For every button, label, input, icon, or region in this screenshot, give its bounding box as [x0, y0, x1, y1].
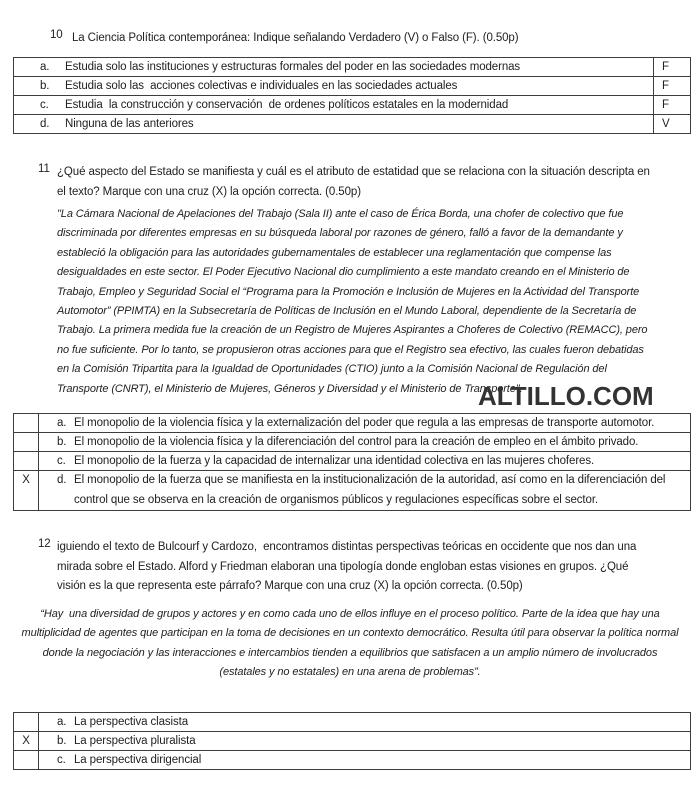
option-text: Estudia solo las instituciones y estructuras formales del poder en las sociedades modernas: [65, 61, 521, 73]
question-11-prompt: ¿Qué aspecto del Estado se manifiesta y cuál es el atributo de estatidad que se relaciona con la situación descripta en el texto? Marque con una cruz (X) la opción correcta. (0.50p): [57, 166, 653, 198]
option-letter: d.: [57, 474, 67, 486]
q11-answer-table: [13, 413, 691, 511]
question-11-quote: "La Cámara Nacional de Apelaciones del Trabajo (Sala II) ante el caso de Érica Borda, una chofer de colectivo que fue discriminada por diferentes empresas en su búsqueda laboral por razones de género, falló a favor de la demandante y estableció la obligación para las autoridades gubernamentales de establecer una reglamentación que compense las desigualdades en este sector. El Poder Ejecutivo Nacional dio cumplimiento a este mandato creando en el Ministerio de Trabajo, Empleo y Seguridad Social el “Programa para la Promoción e Inclusión de Mujeres en la Actividad del Transporte Automotor” (PPIMTA) en la Subsecretaría de Políticas de Inclusión en el Mundo Laboral, dependiente de la Secretaría de Trabajo. La primera medida fue la creación de un Registro de Mujeres Aspirantes a Choferes de Colectivo (REMACC), pero no fue suficiente. Por lo tanto, se propusieron otras acciones para que el Registro sea efectivo, las cuales fueron debatidas en la Comisión Tripartita para la Igualdad de Oportunidades (CTIO) junto a la Comisión Nacional de Regulación del Transporte (CNRT), el Ministerio de Mujeres, Géneros y Diversidad y el Ministerio de Transporte".: [57, 208, 651, 395]
mark-cell: [14, 433, 39, 451]
option-text: Estudia solo las acciones colectivas e individuales en las sociedades actuales: [65, 80, 458, 92]
altillo-watermark: ALTILLO.COM: [478, 381, 654, 411]
option-letter: b.: [57, 735, 67, 747]
option-cell: [14, 115, 653, 133]
option-text: El monopolio de la violencia física y la diferenciación del control para la creación de empleo en el ámbito privado.: [74, 436, 639, 448]
option-letter: b.: [40, 80, 50, 92]
option-text: La perspectiva clasista: [74, 716, 189, 728]
option-cell: [14, 96, 653, 114]
option-cell: [39, 433, 690, 451]
question-10-prompt: La Ciencia Política contemporánea: Indique señalando Verdadero (V) o Falso (F). (0.50p): [72, 32, 519, 44]
table-row: [14, 414, 690, 432]
mark-cell: [14, 751, 39, 769]
table-row: [14, 731, 690, 750]
table-row: [14, 750, 690, 769]
option-cell: [39, 751, 690, 769]
q10-answer-table: [13, 57, 691, 134]
answer-cell: F: [653, 96, 690, 114]
question-12-quote: “Hay una diversidad de grupos y actores y en como cada uno de ellos influye en el proceso político. Parte de la idea que hay una multiplicidad de agentes que participan en la toma de decisiones en un contexto democrático. Resulta útil para observar la política normal donde la negociación y las interacciones e intercambios tienden a equilibrios que satisfacen a un amplio número de involucrados (estatales y no estatales) en una arena de problemas”.: [21, 608, 682, 679]
option-letter: a.: [57, 417, 67, 429]
option-cell: [39, 452, 690, 470]
option-text: Estudia la construcción y conservación de ordenes políticos estatales en la modernidad: [65, 99, 509, 111]
question-11-number: 11: [38, 163, 50, 175]
option-cell: [14, 58, 653, 76]
mark-cell: [14, 452, 39, 470]
question-10: [50, 29, 690, 49]
option-letter: a.: [40, 61, 50, 73]
option-letter: a.: [57, 716, 67, 728]
question-12: [38, 538, 657, 597]
table-row: [14, 58, 690, 76]
option-cell: [39, 471, 690, 510]
option-text: El monopolio de la fuerza y la capacidad de internalizar una identidad colectiva en las mujeres choferes.: [74, 455, 595, 467]
table-row: [14, 114, 690, 133]
answer-cell: F: [653, 77, 690, 95]
option-text: El monopolio de la fuerza que se manifiesta en la institucionalización de la autoridad, así como en la diferenciación del control que se observa en la creación de organismos públicos y regulaciones específicas sobre el sector.: [74, 474, 669, 506]
option-text: La perspectiva dirigencial: [74, 754, 202, 766]
mark-cell: [14, 414, 39, 432]
option-letter: c.: [57, 754, 66, 766]
q12-answer-table: [13, 712, 691, 770]
answer-cell: V: [653, 115, 690, 133]
option-text: La perspectiva pluralista: [74, 735, 196, 747]
option-cell: [39, 414, 690, 432]
table-row: [14, 432, 690, 451]
mark-cell: X: [14, 471, 39, 510]
mark-cell: [14, 713, 39, 731]
question-11: [38, 163, 657, 202]
table-row: [14, 76, 690, 95]
option-cell: [39, 732, 690, 750]
table-row: [14, 470, 690, 510]
table-row: [14, 713, 690, 731]
option-cell: [39, 713, 690, 731]
table-row: [14, 451, 690, 470]
mark-cell: X: [14, 732, 39, 750]
question-12-number: 12: [38, 538, 51, 550]
answer-cell: F: [653, 58, 690, 76]
option-text: El monopolio de la violencia física y la externalización del poder que regula a las empresas de transporte automotor.: [74, 417, 655, 429]
option-letter: c.: [40, 99, 49, 111]
option-letter: c.: [57, 455, 66, 467]
table-row: [14, 95, 690, 114]
option-letter: d.: [40, 118, 50, 130]
option-cell: [14, 77, 653, 95]
option-text: Ninguna de las anteriores: [65, 118, 194, 130]
question-12-prompt: iguiendo el texto de Bulcourf y Cardozo, encontramos distintas perspectivas teóricas en occidente que nos dan una mirada sobre el Estado. Alford y Friedman elaboran una tipología donde engloban estas visiones en grupos. ¿Qué visión es la que representa este párrafo? Marque con una cruz (X) la opción correcta. (0.50p): [57, 541, 640, 592]
option-letter: b.: [57, 436, 67, 448]
question-10-number: 10: [50, 29, 63, 41]
